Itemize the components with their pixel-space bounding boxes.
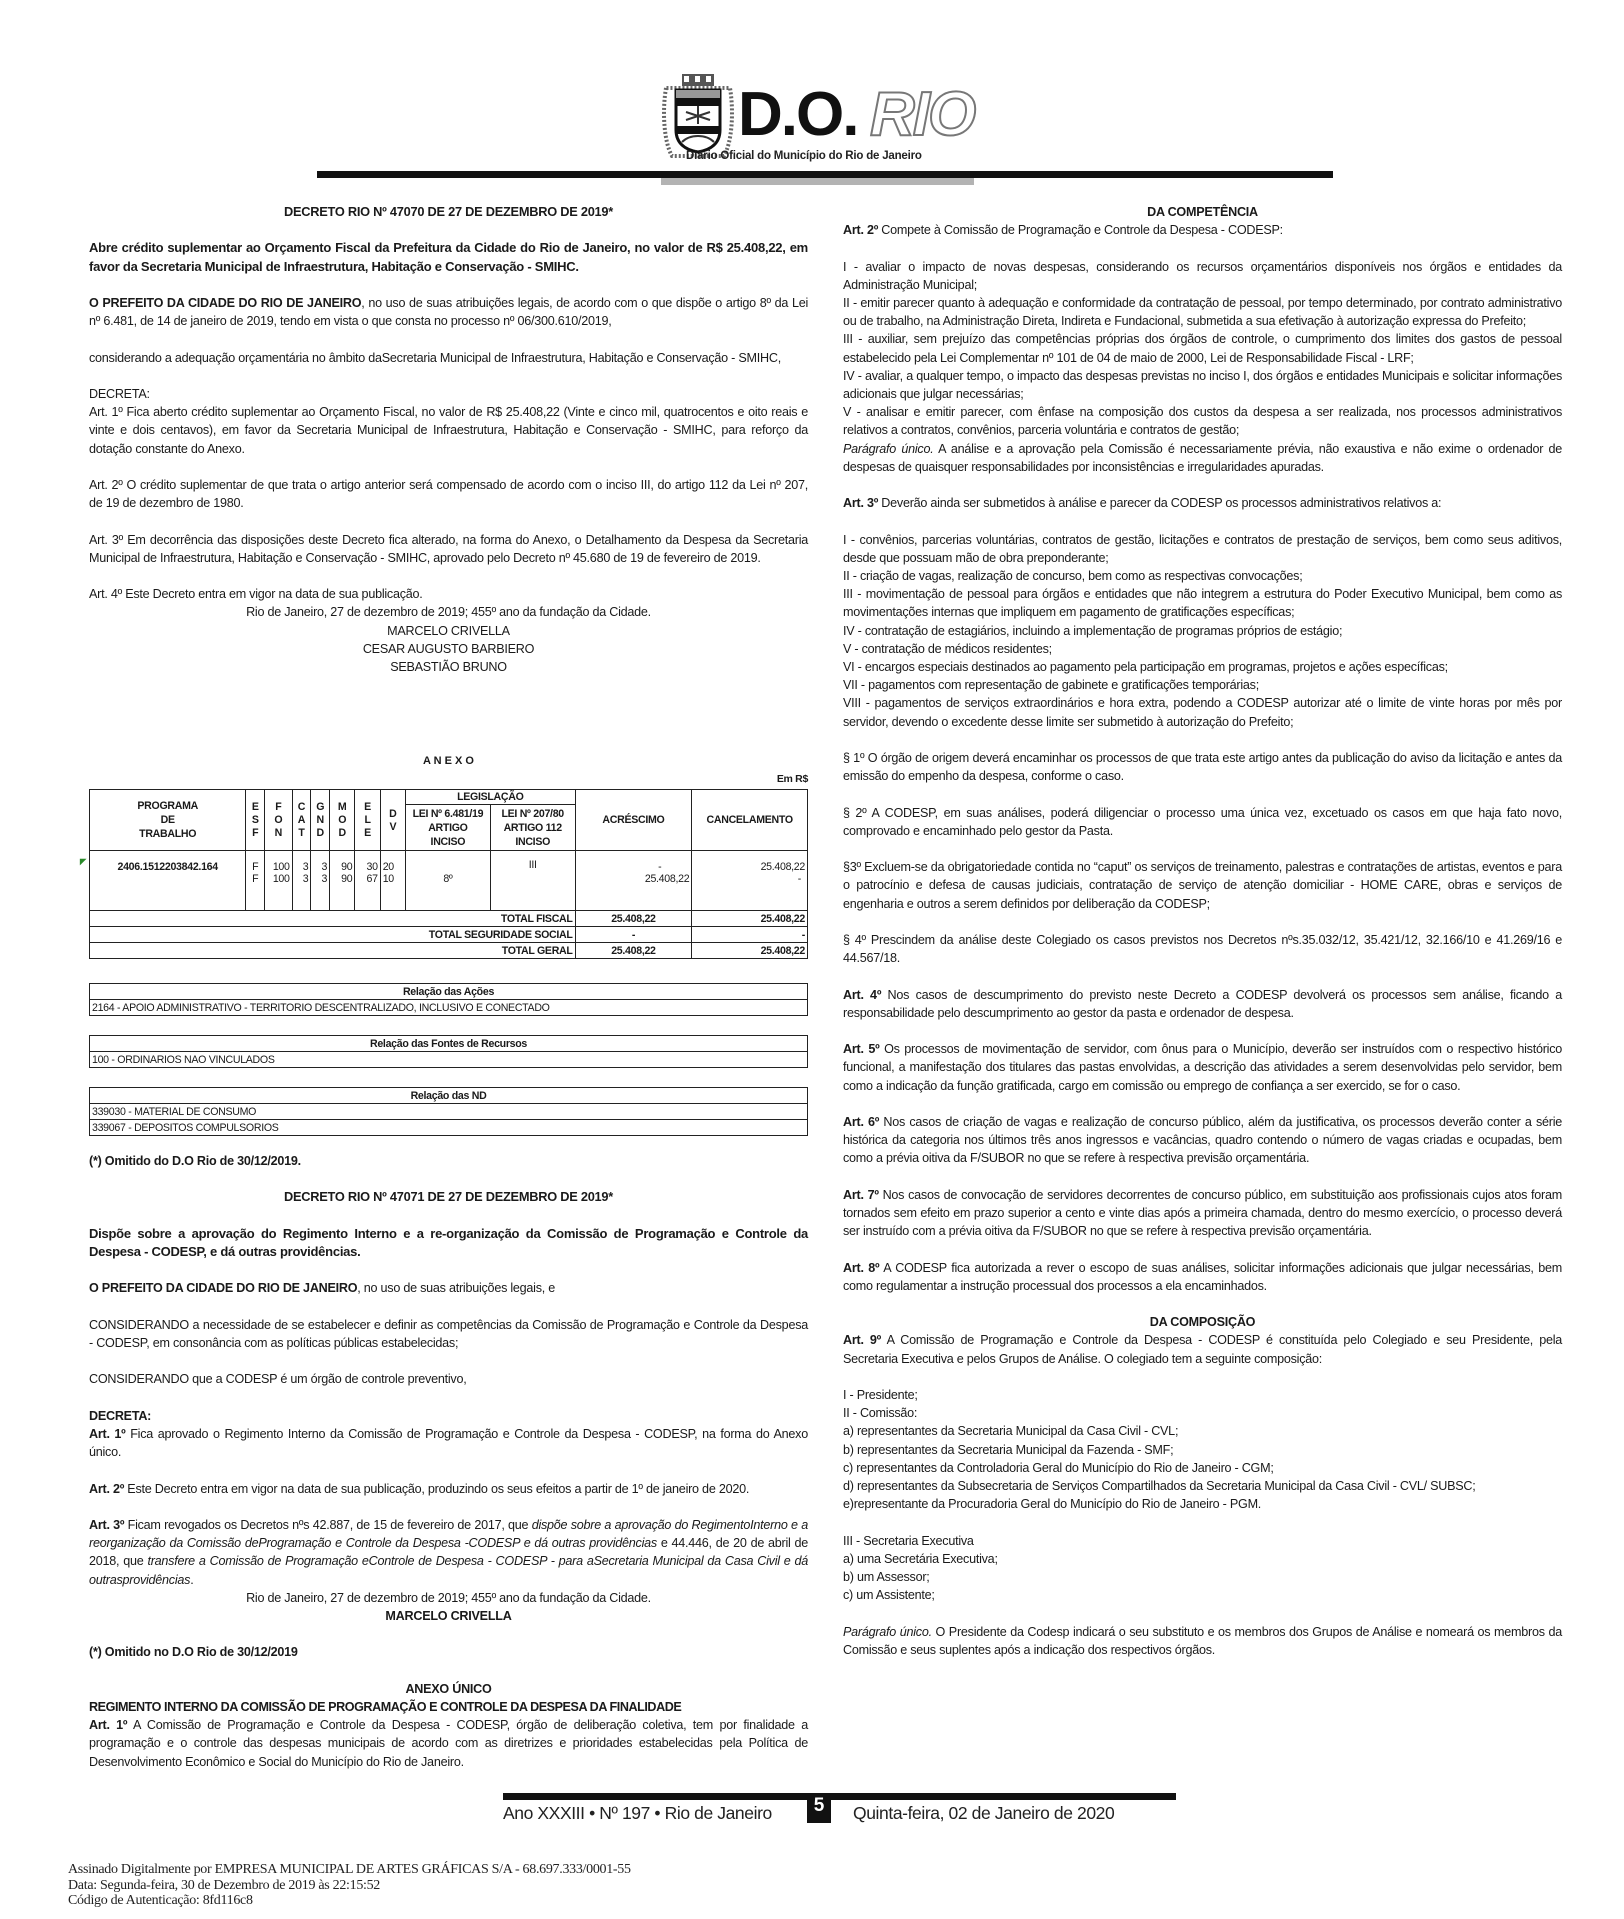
decree-47070-decreta: DECRETA:: [89, 386, 150, 401]
art9-item: II - Comissão:: [843, 1406, 918, 1421]
logo-do-text: D.O.: [738, 80, 858, 149]
masthead-grey-rule: [661, 178, 974, 185]
art9-item: b) representantes da Secretaria Municipal da Fazenda - SMF;: [843, 1442, 1174, 1457]
art3-item: I - convênios, parcerias voluntárias, contratos de gestão, licitações e contratos de prestação de serviços, bem como seus aditivos, desde que possuam mão de obra preponderante;: [843, 532, 1562, 565]
header-cat: C A T: [292, 790, 311, 851]
cell-lei-6481-artigo: 8º: [406, 851, 491, 911]
total-label: TOTAL SEGURIDADE SOCIAL: [90, 927, 576, 943]
cell-gnd: 3 3: [311, 851, 330, 911]
art9-item: c) representantes da Controladoria Geral do Município do Rio de Janeiro - CGM;: [843, 1460, 1274, 1475]
art2-item: IV - avaliar, a qualquer tempo, o impacto das despesas previstas no inciso I, dos órgãos e entidades Municipais e solicitar informações adicionais que julgar necessárias;: [843, 368, 1562, 402]
art3: Art. 3º Deverão ainda ser submetidos à análise e parecer da CODESP os processos administrativos relativos a:: [843, 496, 1442, 511]
total-acrescimo: 25.408,22: [575, 911, 692, 927]
art2-item: III - auxiliar, sem prejuízo das competências próprias dos órgãos de controle, o cumprimento dos limites dos gastos de pessoal estabelecido pela Lei Complementar nº 101 de 04 de maio de 2000, Lei de Responsabilidade Fiscal - LRF;: [843, 332, 1562, 365]
art9-item: e)representante da Procuradoria Geral do Município do Rio de Janeiro - PGM.: [843, 1497, 1262, 1512]
relacao-nd-item: 339067 - DEPOSITOS COMPULSORIOS: [90, 1120, 808, 1136]
paragrafo-unico-2: Parágrafo único. O Presidente da Codesp indicará o seu substituto e os membros dos Grupos de Análise e nomeará os membros da Comissão e seus suplentes após a indicação dos respectivos órgãos.: [843, 1624, 1562, 1657]
header-ele: E L E: [355, 790, 380, 851]
header-dv: D V: [380, 790, 405, 851]
mayor-label: O PREFEITO DA CIDADE DO RIO DE JANEIRO: [89, 295, 362, 310]
total-label: TOTAL FISCAL: [90, 911, 576, 927]
total-cancelamento: 25.408,22: [692, 943, 808, 959]
relacao-acoes-table: [89, 983, 808, 1016]
decree-47070-art2: Art. 2º O crédito suplementar de que trata o artigo anterior será compensado de acordo com o inciso III, do artigo 112 da Lei nº 207, de 19 de dezembro de 1980.: [89, 477, 808, 511]
art9-item: I - Presidente;: [843, 1387, 918, 1402]
anexo-unico-title: ANEXO ÚNICO: [405, 1681, 492, 1696]
signatory: SEBASTIÃO BRUNO: [390, 659, 507, 674]
cell-lei-207-inciso: III: [490, 851, 575, 911]
decree-47071-preamble: O PREFEITO DA CIDADE DO RIO DE JANEIRO, no uso de suas atribuições legais, e: [89, 1281, 556, 1296]
art6: Art. 6º Nos casos de criação de vagas e realização de concurso público, além da justificativa, os processos deverão conter a série histórica da categoria nos últimos três anos ingressos e vacâncias, quadro contendo o número de vagas criadas e ocupadas, bem como a prévia oitiva da F/SUBOR no que se refere à respectiva previsão orçamentária.: [843, 1115, 1562, 1166]
cell-programa: ◤ 2406.1512203842.164: [90, 851, 246, 911]
relacao-nd-item: 339030 - MATERIAL DE CONSUMO: [90, 1104, 808, 1120]
art9-item: a) uma Secretária Executiva;: [843, 1551, 998, 1566]
art9-item: b) um Assessor;: [843, 1570, 930, 1584]
decree-47071-art1: Art. 1º Fica aprovado o Regimento Interno da Comissão de Programação e Controle da Despesa - CODESP, na forma do Anexo único.: [89, 1426, 808, 1460]
paragrafo-unico: Parágrafo único. A análise e a aprovação pela Comissão é necessariamente prévia, não exaustiva e não exime o ordenador de despesas de quaisquer responsabilidades por inconsistências e irregularidades apuradas.: [843, 441, 1562, 474]
header-cancelamento: CANCELAMENTO: [692, 790, 808, 851]
masthead-rule: [317, 171, 1333, 178]
signature-date: Data: Segunda-feira, 30 de Dezembro de 2019 às 22:15:52: [68, 1877, 381, 1893]
cell-acrescimo: - 25.408,22: [575, 851, 692, 911]
art3-item: VI - encargos especiais destinados ao pagamento pela participação em programas, projetos e ações específicas;: [843, 660, 1448, 675]
total-row: [90, 911, 808, 927]
decree-47071-summary: Dispõe sobre a aprovação do Regimento Interno e a re-organização da Comissão de Programação e Controle da Despesa - CODESP, e dá outras providências.: [89, 1225, 808, 1259]
art7: Art. 7º Nos casos de convocação de servidores decorrentes de concurso público, em substituição aos profissionais cujos atos foram tornados sem efeito em prazo superior a cento e vinte dias após a primeira chamada, dentro do mesmo exercício, o processo deverá ser instruído com a prévia oitiva da F/SUBOR no que se refere à respectiva previsão orçamentária.: [843, 1187, 1562, 1239]
art2: Art. 2º Compete à Comissão de Programação e Controle da Despesa - CODESP:: [843, 223, 1283, 238]
anexo-table-wrap: [80, 789, 808, 959]
decree-47070-art3: Art. 3º Em decorrência das disposições deste Decreto fica alterado, na forma do Anexo, o Detalhamento da Despesa da Secretaria Municipal de Infraestrutura, Habitação e Conservação - SMIHC, aprovado pelo Decreto nº 45.680 de 19 de fevereiro de 2019.: [89, 532, 808, 565]
decree-47071-considering-1: CONSIDERANDO a necessidade de se estabelecer e definir as competências da Comissão de Programação e Controle da Despesa - CODESP, em consonância com as políticas públicas estabelecidas;: [89, 1317, 808, 1350]
total-cancelamento: 25.408,22: [692, 911, 808, 927]
header-lei-6481: LEI Nº 6.481/19 ARTIGO INCISO: [406, 805, 491, 851]
header-programa: PROGRAMA DE TRABALHO: [90, 790, 246, 851]
logo-rio-text: RIO: [870, 80, 975, 149]
footer-date: Quinta-feira, 02 de Janeiro de 2020: [853, 1803, 1115, 1823]
art5: Art. 5º Os processos de movimentação de servidor, com ônus para o Município, deverão ser instruídos com o respectivo histórico funcional, a manifestação dos titulares das pastas envolvidas, a descrição das atividades a serem desenvolvidas pelo servidor, bem como a indicação da função gratificada, cargo em comissão ou emprego de confiança a ser exercido, se for o caso.: [843, 1042, 1562, 1093]
regimento-art1: Art. 1º A Comissão de Programação e Controle da Despesa - CODESP, órgão de deliberação coletiva, tem por finalidade a programação e o controle das despesas municipais de acordo com as diretrizes e prioridades estabelecidas pela Política de Desenvolvimento Econômico e Social do Município do Rio de Janeiro.: [89, 1718, 808, 1769]
art3-item: V - contratação de médicos residentes;: [843, 641, 1052, 656]
relacao-acoes-item: 2164 - APOIO ADMINISTRATIVO - TERRITORIO DESCENTRALIZADO, INCLUSIVO E CONECTADO: [90, 1000, 808, 1016]
total-row: [90, 943, 808, 959]
art3-par1: § 1º O órgão de origem deverá encaminhar os processos de que trata este artigo antes da publicação do aviso da licitação e antes da emissão do empenho da despesa, conforme o caso.: [843, 751, 1562, 784]
header-acrescimo: ACRÉSCIMO: [575, 790, 692, 851]
art9-item: III - Secretaria Executiva: [843, 1533, 974, 1548]
decree-47070-art4: Art. 4º Este Decreto entra em vigor na data de sua publicação.: [89, 587, 423, 602]
decree-47070-title: DECRETO RIO Nº 47070 DE 27 DE DEZEMBRO DE 2019*: [283, 204, 614, 219]
total-row: [90, 927, 808, 943]
cell-fon: 100 100: [265, 851, 293, 911]
total-acrescimo: 25.408,22: [575, 943, 692, 959]
decree-47071-decreta: DECRETA:: [89, 1408, 152, 1423]
header-esf: E S F: [246, 790, 265, 851]
currency-unit: Em R$: [776, 773, 808, 785]
art3-par4: § 4º Prescindem da análise deste Colegiado os casos previstos nos Decretos nºs.35.032/12, 35.421/12, 32.166/10 e 41.269/16 e 44.567/18.: [843, 933, 1562, 966]
competencia-title: DA COMPETÊNCIA: [1147, 205, 1258, 219]
decree-47071-art2: Art. 2º Este Decreto entra em vigor na data de sua publicação, produzindo os seus efeitos a partir de 1º de janeiro de 2020.: [89, 1481, 750, 1496]
art9-item: c) um Assistente;: [843, 1588, 935, 1603]
header-fon: F O N: [265, 790, 293, 851]
art8: Art. 8º A CODESP fica autorizada a rever o escopo de suas análises, solicitar informações adicionais que julgar necessárias, bem como regulamentar a instrução processual dos processos a ela encaminhados.: [843, 1260, 1562, 1293]
total-label: TOTAL GERAL: [90, 943, 576, 959]
decree-47071-art3: Art. 3º Ficam revogados os Decretos nºs 42.887, de 15 de fevereiro de 2017, que dispõe sobre a aprovação do RegimentoInterno e a reorganização da Comissão deProgramação e Controle da Despesa -CODESP e dá outras providências e 44.446, de 20 de abril de 2018, que transfere a Comissão de Programação eControle de Despesa - CODESP - para aSecretaria Municipal da Casa Civil e dá outrasprovidências.: [89, 1517, 808, 1587]
decree-47070-art1: Art. 1º Fica aberto crédito suplementar ao Orçamento Fiscal, no valor de R$ 25.408,22 (Vinte e cinco mil, quatrocentos e oito reais e vinte e dois centavos), em favor da Secretaria Municipal de Infraestrutura, Habitação e Conservação - SMIHC, para reforço da dotação constante do Anexo.: [89, 405, 808, 456]
art3-item: IV - contratação de estagiários, incluindo a implementação de programas próprios de estágio;: [843, 623, 1343, 638]
decree-47071-title: DECRETO RIO Nº 47071 DE 27 DE DEZEMBRO DE 2019*: [283, 1189, 614, 1205]
preamble-text: , no uso de suas atribuições legais, de acordo com o que dispõe o artigo 8º da Lei nº 6.481, de 14 de janeiro de 2019, tendo em vista o que consta no processo nº 06/300.610/2019,: [89, 295, 809, 329]
composicao-title: DA COMPOSIÇÃO: [1149, 1315, 1256, 1330]
decree-47071-place-date: Rio de Janeiro, 27 de dezembro de 2019; 455º ano da fundação da Cidade.: [246, 1590, 651, 1605]
relacao-fontes-table: [89, 1035, 808, 1068]
relacao-acoes-header: Relação das Ações: [90, 984, 808, 1000]
cell-cancelamento: 25.408,22 -: [692, 851, 808, 911]
masthead-subtitle: Diário Oficial do Município do Rio de Janeiro: [686, 150, 922, 162]
footer-rule: [503, 1793, 1176, 1800]
art4: Art. 4º Nos casos de descumprimento do previsto neste Decreto a CODESP devolverá os processos sem análise, ficando a responsabilidade pelo descumprimento ao gestor da pasta e ordenador de despesa.: [843, 987, 1562, 1020]
total-acrescimo: -: [575, 927, 692, 943]
relacao-nd-table: [89, 1087, 808, 1136]
anexo-table: [80, 789, 808, 959]
art9: Art. 9º A Comissão de Programação e Controle da Despesa - CODESP é constituída pelo Colegiado e seu Presidente, pela Secretaria Executiva e pelos Grupos de Análise. O colegiado tem a seguinte composição:: [843, 1333, 1562, 1366]
left-column-lower: [89, 1152, 808, 1771]
total-cancelamento: -: [692, 927, 808, 943]
header-legislacao: LEGISLAÇÃO: [406, 790, 576, 805]
footer-edition: Ano XXXIII • Nº 197 • Rio de Janeiro: [503, 1803, 772, 1823]
cell-esf: F F: [246, 851, 265, 911]
decree-47070-considering: considerando a adequação orçamentária no âmbito daSecretaria Municipal de Infraestrutura, Habitação e Conservação - SMIHC,: [89, 350, 781, 365]
cell-dv: 20 10: [380, 851, 405, 911]
relacao-nd-header: Relação das ND: [90, 1088, 808, 1104]
left-column: [89, 203, 808, 676]
art3-item: III - movimentação de pessoal para órgãos e entidades que não integrem a estrutura do Poder Executivo Municipal, bem como as movimentações internas que impliquem em pagamento de gratificações específicas;: [843, 587, 1562, 620]
art3-par3: §3º Excluem-se da obrigatoriedade contida no “caput” os serviços de treinamento, palestras e contratações de artistas, eventos e para o patrocínio e defesa de causas judiciais, contratação de serviço de atenção domiciliar - HOME CARE, obras e serviços de engenharia e outros a serem definidos por deliberação da CODESP;: [843, 860, 1562, 911]
right-column: [843, 203, 1562, 1659]
decree-47070-omitted-note: (*) Omitido do D.O Rio de 30/12/2019.: [89, 1154, 301, 1168]
decree-47070-place-date: Rio de Janeiro, 27 de dezembro de 2019; 455º ano da fundação da Cidade.: [246, 605, 651, 620]
art9-item: d) representantes da Subsecretaria de Serviços Compartilhados da Secretaria Municipal da Casa Civil - CVL/ SUBSC;: [843, 1479, 1476, 1493]
signatory: MARCELO CRIVELLA: [387, 623, 510, 638]
relacao-fontes-header: Relação das Fontes de Recursos: [90, 1036, 808, 1052]
digital-signature-block: [68, 1862, 631, 1909]
art3-item: VIII - pagamentos de serviços extraordinários e hora extra, podendo a CODESP autorizar até o limite de vinte horas por mês por servidor, devendo o excedente desse limite ser submetido à autorização do Prefeito;: [843, 696, 1562, 729]
art9-item: a) representantes da Secretaria Municipal da Casa Civil - CVL;: [843, 1424, 1179, 1439]
regimento-title: REGIMENTO INTERNO DA COMISSÃO DE PROGRAMAÇÃO E CONTROLE DA DESPESA DA FINALIDADE: [89, 1699, 682, 1714]
cell-cat: 3 3: [292, 851, 311, 911]
signature-code: Código de Autenticação: 8fd116c8: [68, 1893, 253, 1908]
page-number: 5: [807, 1793, 831, 1823]
header-mod: M O D: [330, 790, 355, 851]
art3-item: VII - pagamentos com representação de gabinete e gratificações temporárias;: [843, 678, 1259, 693]
art2-item: I - avaliar o impacto de novas despesas, considerando os recursos orçamentários disponíveis nos órgãos e entidades da Administração Municipal;: [843, 259, 1562, 292]
table-row: [90, 851, 808, 911]
art2-item: V - analisar e emitir parecer, com ênfase na composição dos custos da despesa a ser realizada, nos processos administrativos relativos a contratos, convênios, parceria voluntária e contratos de gestão;: [843, 405, 1562, 438]
decree-47070-summary: Abre crédito suplementar ao Orçamento Fiscal da Prefeitura da Cidade do Rio de Janeiro, no valor de R$ 25.408,22, em favor da Secretaria Municipal de Infraestrutura, Habitação e Conservação - SMIHC.: [89, 240, 808, 274]
signature-line: Assinado Digitalmente por EMPRESA MUNICIPAL DE ARTES GRÁFICAS S/A - 68.697.333/0001-55: [68, 1862, 631, 1877]
anexo-title: A N E X O: [423, 755, 474, 767]
header-gnd: G N D: [311, 790, 330, 851]
city-coat-of-arms-logo: [660, 72, 736, 160]
relacao-fontes-item: 100 - ORDINARIOS NAO VINCULADOS: [90, 1052, 808, 1068]
art3-par2: § 2º A CODESP, em suas análises, poderá diligenciar o processo uma única vez, excetuado os casos em que haja fato novo, comprovado e encaminhado pelo gestor da Pasta.: [843, 805, 1562, 838]
art3-item: II - criação de vagas, realização de concurso, bem como as respectivas convocações;: [843, 569, 1303, 584]
decree-47071-omitted-note: (*) Omitido no D.O Rio de 30/12/2019: [89, 1645, 298, 1660]
cell-ele: 30 67: [355, 851, 380, 911]
header-lei-207: LEI Nº 207/80 ARTIGO 112 INCISO: [490, 805, 575, 851]
signatory: MARCELO CRIVELLA: [385, 1608, 512, 1623]
decree-47070-preamble: [89, 294, 808, 330]
art2-item: II - emitir parecer quanto à adequação e conformidade da contratação de pessoal, por tempo determinado, por contrato administrativo ou de trabalho, na Administração Direta, Indireta e Fundacional, submetida a sua efetivação à autorização expressa do Prefeito;: [843, 296, 1562, 329]
cell-mod: 90 90: [330, 851, 355, 911]
signatory: CESAR AUGUSTO BARBIERO: [362, 641, 535, 656]
decree-47071-considering-2: CONSIDERANDO que a CODESP é um órgão de controle preventivo,: [89, 1372, 467, 1387]
